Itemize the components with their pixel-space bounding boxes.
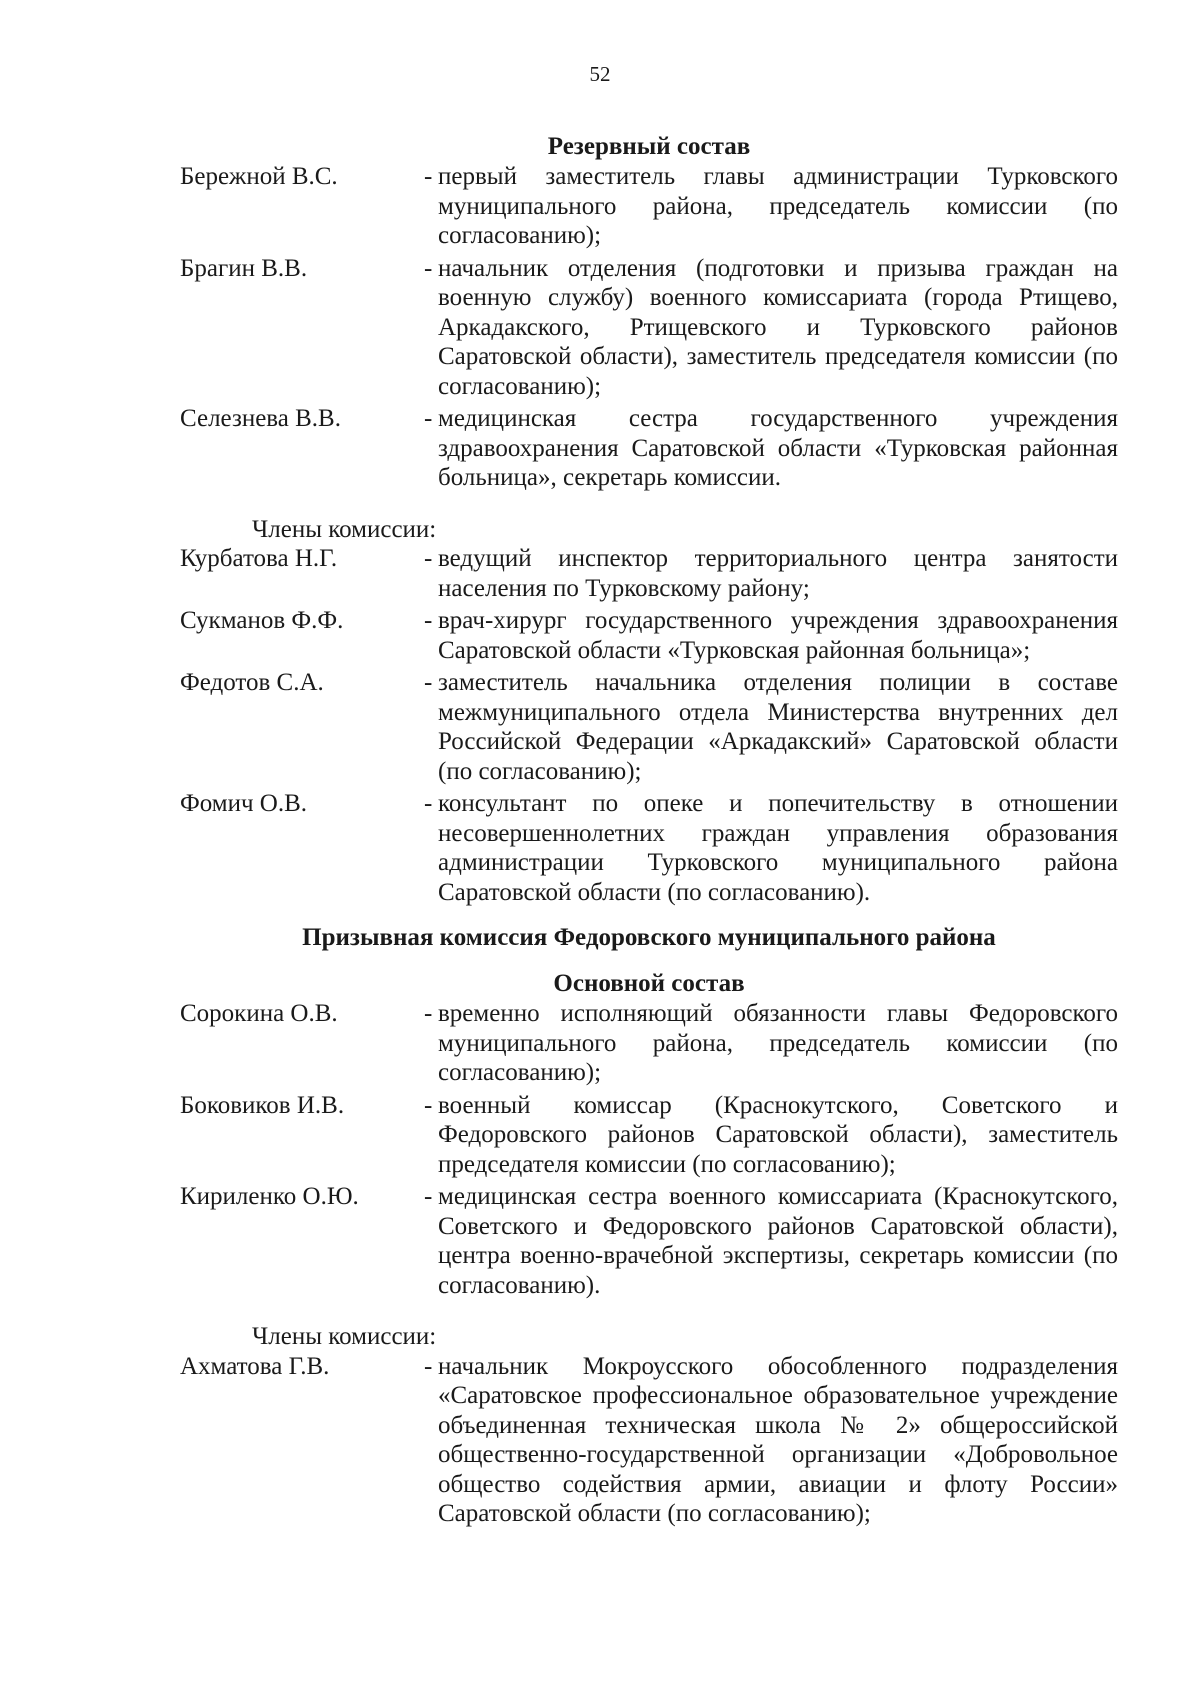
dash: - xyxy=(424,545,433,572)
dash: - xyxy=(424,1000,433,1027)
dash: - xyxy=(424,405,433,432)
dash: - xyxy=(424,1352,433,1380)
main-entries xyxy=(180,999,1118,1300)
person-role: врач-хирург государственного учреждения здравоохранения Саратовской области «Турковская районная больница»; xyxy=(438,607,1118,664)
entry-row xyxy=(180,254,1118,402)
person-name: Кириленко О.Ю. xyxy=(180,1183,359,1210)
person-role: первый заместитель главы администрации Турковского муниципального района, председатель комиссии (по согласованию); xyxy=(438,163,1118,249)
person-role: заместитель начальника отделения полиции в составе межмуниципального отдела Министерства внутренних дел Российской Федерации «Аркадакский» Саратовской области (по согласованию); xyxy=(438,669,1118,785)
person-role: начальник Мокроусского обособленного подразделения «Саратовское профессиональное образовательное учреждение объединенная техническая школа № 2» общероссийской общественно-государственной организации «Добровольное общество содействия армии, авиации и флоту России» Саратовской области (по согласованию); xyxy=(438,1352,1118,1527)
person-name: Федотов С.А. xyxy=(180,669,324,696)
entry-row xyxy=(180,1352,1118,1529)
entry-row xyxy=(180,789,1118,907)
document-body xyxy=(180,132,1118,1529)
dash: - xyxy=(424,254,433,282)
person-name: Бережной В.С. xyxy=(180,163,338,190)
person-role: консультант по опеке и попечительству в отношении несовершеннолетних граждан управления образования администрации Турковского муниципального района Саратовской области (по согласованию). xyxy=(438,790,1118,906)
person-role: медицинская сестра государственного учреждения здравоохранения Саратовской области «Турковская районная больница», секретарь комиссии. xyxy=(438,405,1118,491)
person-name: Боковиков И.В. xyxy=(180,1091,345,1119)
main-heading: Основной состав xyxy=(553,970,745,997)
entry-row xyxy=(180,606,1118,665)
person-name: Брагин В.В. xyxy=(180,254,308,282)
person-role: медицинская сестра военного комиссариата (Краснокутского, Советского и Федоровского районов Саратовской области), центра военно-врачебной экспертизы, секретарь комиссии (по согласованию). xyxy=(438,1183,1118,1299)
dash: - xyxy=(424,607,433,634)
dash: - xyxy=(424,1183,433,1210)
person-role: начальник отделения (подготовки и призыва граждан на военную службу) военного комиссариата (города Ртищево, Аркадакского, Ртищевского и Турковского районов Саратовской области), заместитель председателя комиссии (по согласованию); xyxy=(438,254,1118,400)
person-role: военный комиссар (Краснокутского, Советского и Федоровского районов Саратовской области), заместитель председателя комиссии (по согласованию); xyxy=(438,1091,1118,1178)
person-name: Сукманов Ф.Ф. xyxy=(180,607,344,634)
entry-row xyxy=(180,668,1118,786)
person-role: временно исполняющий обязанности главы Федоровского муниципального района, председатель комиссии (по согласованию); xyxy=(438,1000,1118,1086)
person-name: Курбатова Н.Г. xyxy=(180,545,338,572)
dash: - xyxy=(424,1091,433,1119)
dash: - xyxy=(424,790,433,817)
entry-row xyxy=(180,1182,1118,1300)
entry-row xyxy=(180,1091,1118,1180)
person-name: Селезнева В.В. xyxy=(180,405,341,432)
person-name: Ахматова Г.В. xyxy=(180,1352,330,1380)
main-members xyxy=(180,1352,1118,1529)
person-role: ведущий инспектор территориального центра занятости населения по Турковскому району; xyxy=(438,545,1118,602)
page-number: 52 xyxy=(589,62,611,86)
entry-row xyxy=(180,999,1118,1088)
entry-row xyxy=(180,544,1118,603)
reserve-heading: Резервный состав xyxy=(547,133,751,160)
entry-row xyxy=(180,162,1118,251)
reserve-members xyxy=(180,544,1118,907)
commission-heading: Призывная комиссия Федоровского муниципального района xyxy=(302,924,996,951)
members-label: Члены комиссии: xyxy=(252,1323,437,1350)
members-label: Члены комиссии: xyxy=(252,515,437,543)
dash: - xyxy=(424,163,433,190)
reserve-entries xyxy=(180,162,1118,493)
person-name: Сорокина О.В. xyxy=(180,1000,338,1027)
person-name: Фомич О.В. xyxy=(180,790,308,817)
entry-row xyxy=(180,404,1118,493)
dash: - xyxy=(424,669,433,696)
